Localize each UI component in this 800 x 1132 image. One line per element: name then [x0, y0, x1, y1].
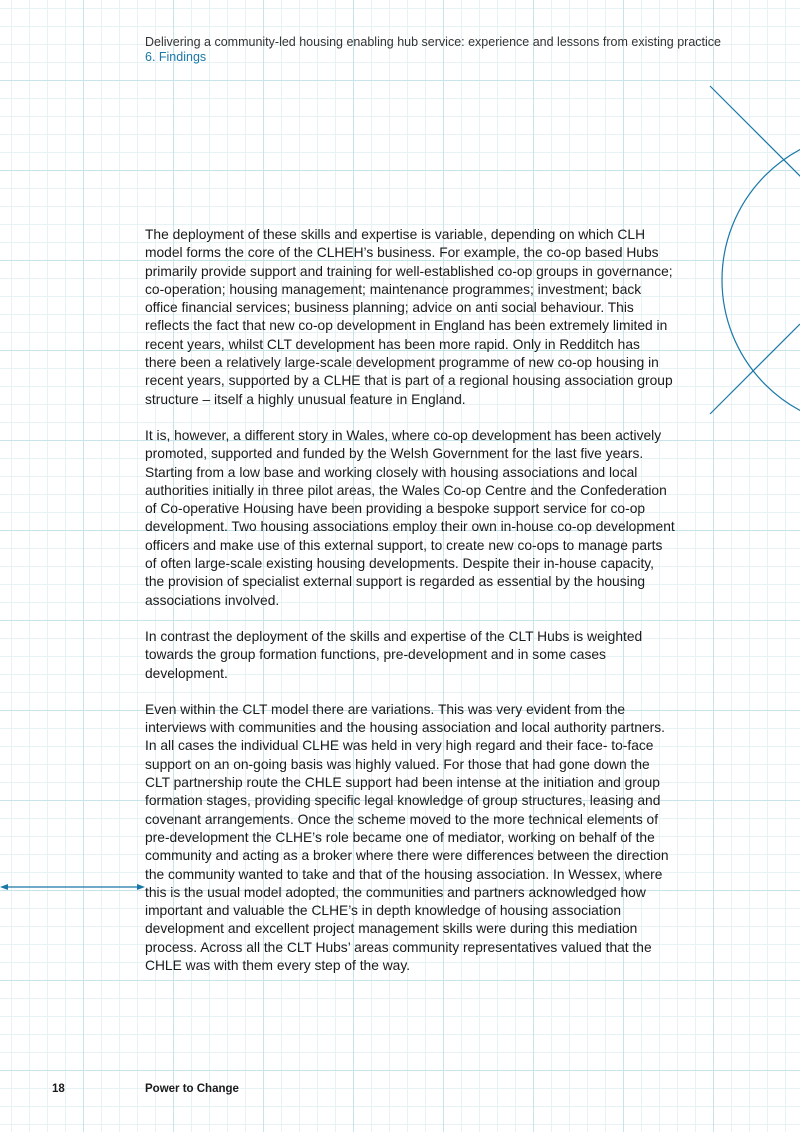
document-title: Delivering a community-led housing enabling hub service: experience and lessons from existing practice [145, 35, 721, 49]
paragraph: Even within the CLT model there are variations. This was very evident from the interviews with communities and the housing association and local authority partners. In all cases the individual CLHE was held in very high regard and their face- to-face support on an on-going basis was highly valued. For those that had gone down the CLT partnership route the CHLE support had been intense at the initiation and group formation stages, providing specific legal knowledge of group structures, leasing and covenant arrangements. Once the scheme moved to the more technical elements of pre-development the CLHE’s role became one of mediator, working on behalf of the community and acting as a broker where there were differences between the direction the community wanted to take and that of the housing association. In Wessex, where this is the usual model adopted, the communities and partners acknowledged how important and valuable the CLHE’s in depth knowledge of housing association development and excellent project management skills were during this mediation process. Across all the CLT Hubs’ areas community representatives valued that the CHLE was with them every step of the way. [145, 701, 669, 973]
decorative-circle [722, 132, 800, 428]
paragraph: It is, however, a different story in Wales, where co-op development has been actively promoted, supported and funded by the Welsh Government for the last five years. Starting from a low base and working closely with housing associations and local authorities initially in three pilot areas, the Wales Co-op Centre and the Confederation of Co-operative Housing have been providing a bespoke support service for co-op development. Two housing associations employ their own in-house co-op development officers and make use of this external support, to create new co-ops to manage parts of often large-scale existing housing developments. Despite their in-house capacity, the provision of specialist external support is regarded as essential by the housing associations involved. [145, 427, 675, 608]
paragraph: In contrast the deployment of the skills and expertise of the CLT Hubs is weighted towards the group formation functions, pre-development and in some cases development. [145, 628, 643, 681]
body-text [145, 226, 675, 993]
decorative-cross-line-2 [710, 324, 800, 414]
section-title: 6. Findings [145, 50, 207, 64]
page-number: 18 [52, 1083, 65, 1095]
page-header [145, 35, 721, 65]
paragraph: The deployment of these skills and expertise is variable, depending on which CLH model forms the core of the CLHEH’s business. For example, the co-op based Hubs primarily provide support and training for well-established co-op groups in governance; co-operation; housing management; maintenance programmes; investment; back office financial services; business planning; advice on anti social behaviour. This reflects the fact that new co-op development in England has been extremely limited in recent years, whilst CLT development has been more rapid. Only in Redditch has there been a relatively large-scale development programme of new co-op housing in recent years, supported by a CLHE that is part of a regional housing association group structure – itself a highly unusual feature in England. [145, 227, 673, 407]
footer-brand: Power to Change [145, 1083, 239, 1095]
decorative-cross-line-1 [710, 86, 800, 216]
margin-arrow-left-head [0, 884, 8, 890]
margin-arrow-right-head [137, 884, 145, 890]
